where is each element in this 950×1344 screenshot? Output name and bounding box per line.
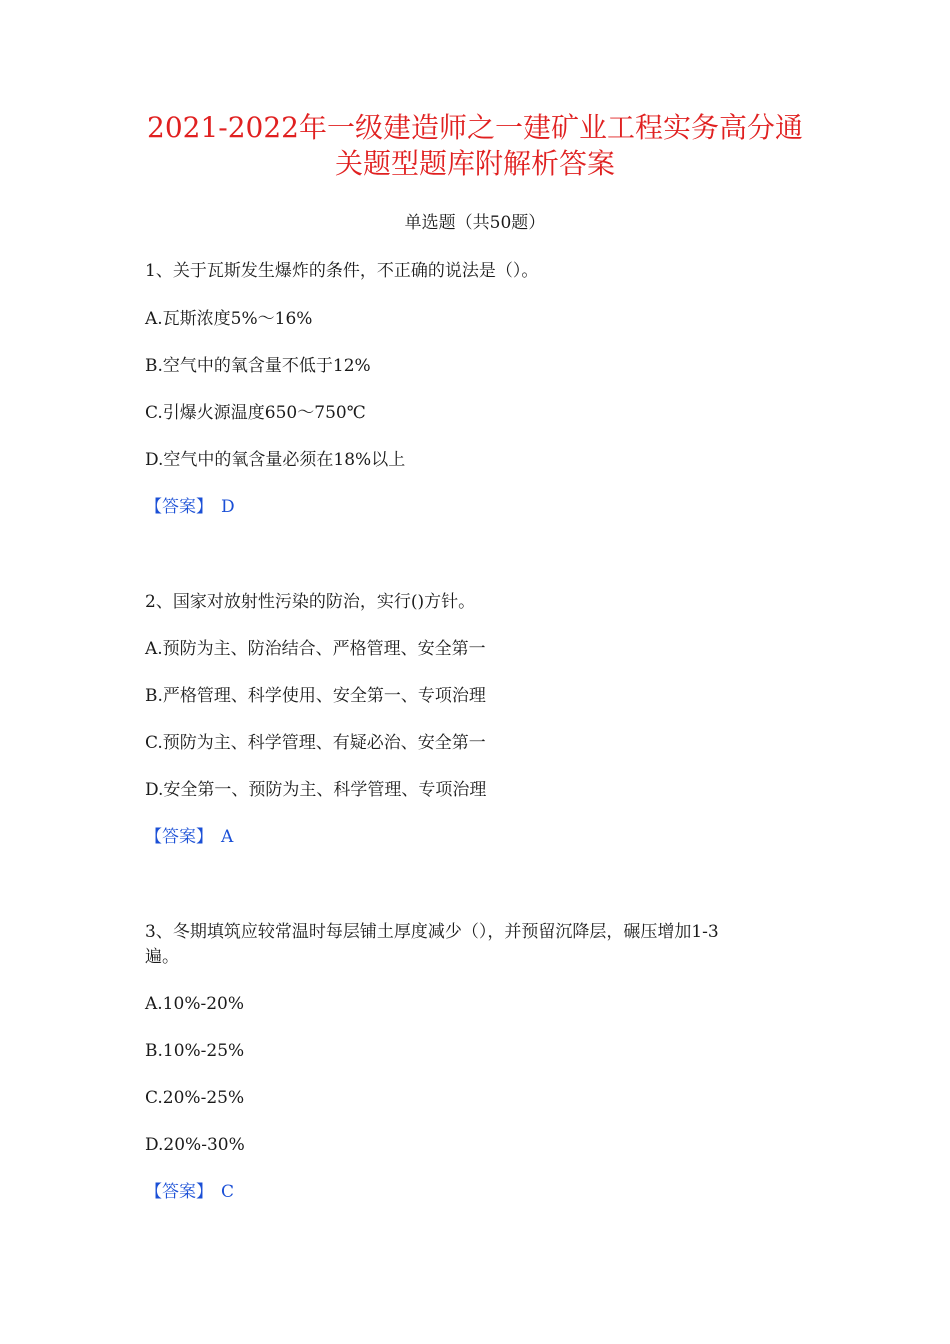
option-d: D.20%-30% (145, 1135, 245, 1155)
answer-label: 【答案】 (145, 827, 213, 847)
option-d: D.安全第一、预防为主、科学管理、专项治理 (145, 780, 487, 800)
question-stem: 1、关于瓦斯发生爆炸的条件，不正确的说法是（）。 (145, 261, 539, 281)
answer-value: A (221, 827, 234, 847)
section-heading: 单选题（共50题） (404, 213, 546, 233)
answer-row (145, 824, 233, 850)
option-b: B.严格管理、科学使用、安全第一、专项治理 (145, 686, 486, 706)
option-c: C.预防为主、科学管理、有疑必治、安全第一 (145, 733, 486, 753)
option-b: B.10%-25% (145, 1041, 245, 1061)
answer-value: C (221, 1182, 235, 1202)
option-c: C.引爆火源温度650～750℃ (145, 403, 366, 423)
option-a: A.预防为主、防治结合、严格管理、安全第一 (145, 639, 486, 659)
question-stem: 2、国家对放射性污染的防治，实行()方针。 (145, 592, 476, 612)
option-a: A.10%-20% (145, 994, 244, 1014)
option-a: A.瓦斯浓度5%～16% (145, 309, 313, 329)
option-c: C.20%-25% (145, 1088, 245, 1108)
document-title-line-2: 关题型题库附解析答案 (334, 147, 615, 180)
option-d: D.空气中的氧含量必须在18%以上 (145, 450, 406, 470)
answer-row (145, 494, 235, 520)
answer-row (145, 1179, 234, 1205)
answer-label: 【答案】 (145, 1182, 213, 1202)
option-b: B.空气中的氧含量不低于12% (145, 356, 371, 376)
question-stem: 3、冬期填筑应较常温时每层铺土厚度减少（），并预留沉降层，碾压增加1-3 (145, 922, 719, 942)
question-stem-continued: 遍。 (145, 947, 179, 967)
document-title-line-1: 2021-2022年一级建造师之一建矿业工程实务高分通 (147, 111, 803, 144)
answer-label: 【答案】 (145, 497, 213, 517)
answer-value: D (221, 497, 235, 517)
